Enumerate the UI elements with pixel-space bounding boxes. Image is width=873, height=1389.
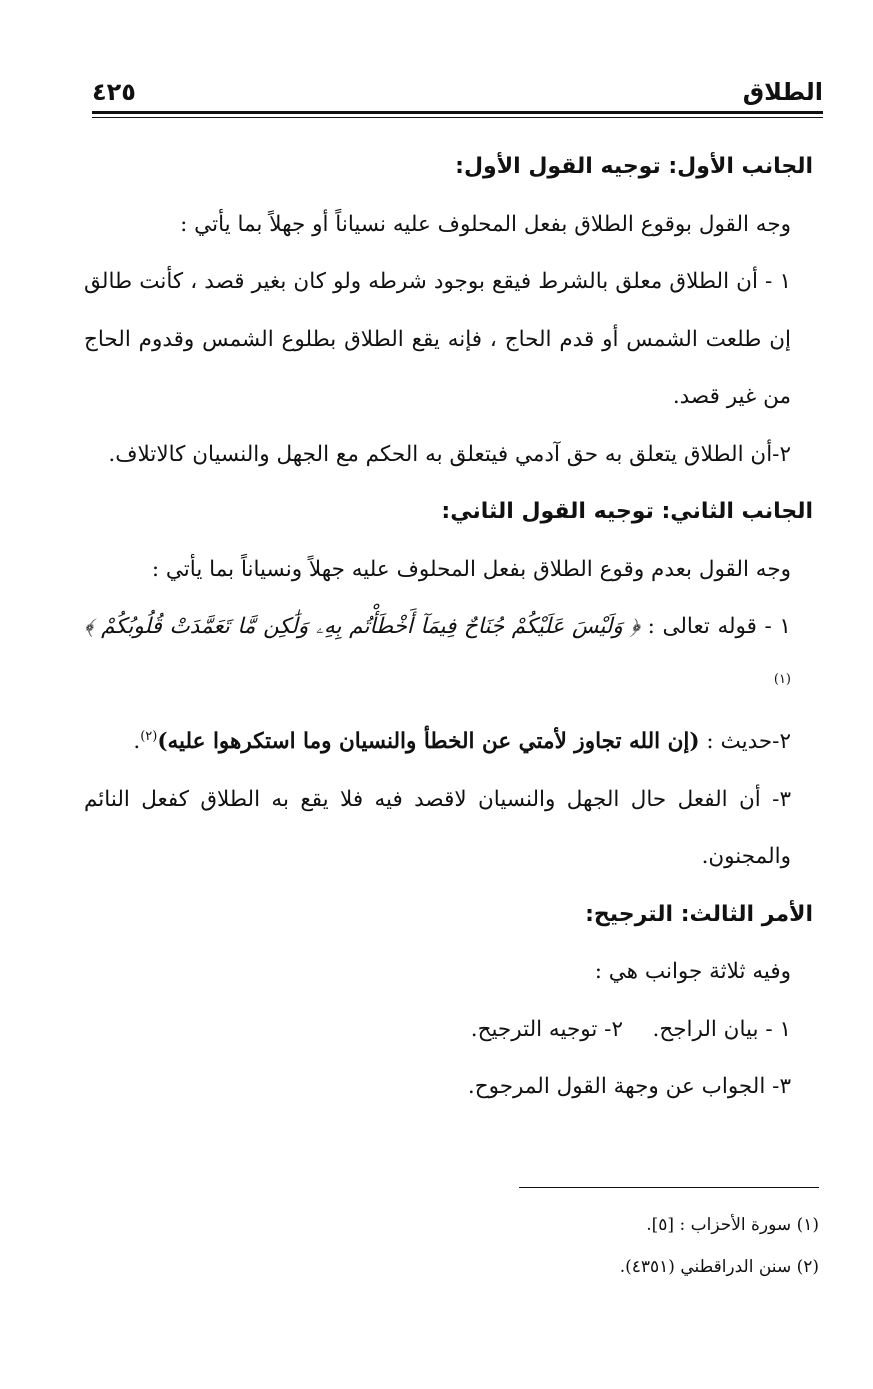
footnote-2: (٢) سنن الدراقطني (٤٣٥١). [619, 1257, 819, 1277]
header-rule-thick [92, 111, 823, 114]
page-header [92, 66, 823, 118]
running-title: الطلاق [742, 78, 823, 106]
paragraph-intro-first: وجه القول بوقوع الطلاق بفعل المحلوف عليه نسياناً أو جهلاً بما يأتي : [180, 211, 791, 237]
point-2-2-end: . [133, 729, 141, 754]
hadith-text: (إن الله تجاوز لأمتي عن الخطأ والنسيان وما استكرهوا عليه) [157, 729, 700, 754]
paragraph-point-2-3: ٣- أن الفعل حال الجهل والنسيان لاقصد فيه فلا يقع به الطلاق كفعل النائم والمجنون. [84, 786, 791, 869]
paragraph-point-1-1: ١ - أن الطلاق معلق بالشرط فيقع بوجود شرطه ولو كان بغير قصد ، كأنت طالق إن طلعت الشمس أو قدم الحاج ، فإنه يقع الطلاق بطلوع الشمس وقدوم الحاج من غير قصد. [84, 269, 791, 409]
point-2-1-prefix: ١ - قوله تعالى : [647, 614, 791, 639]
list-item-3-2: ٢- توجيه الترجيح. [470, 1016, 623, 1042]
point-2-2-prefix: ٢-حديث : [706, 729, 791, 754]
section-heading-weighting: الأمر الثالث: الترجيح: [585, 901, 813, 927]
paragraph-point-2-1 [84, 598, 813, 713]
footnote-separator [519, 1187, 819, 1188]
main-text [84, 138, 813, 1116]
page-number: ٤٢٥ [92, 78, 136, 106]
section-heading-first-aspect: الجانب الأول: توجيه القول الأول: [455, 154, 813, 179]
header-rule-thin [92, 117, 823, 118]
footnotes [84, 1204, 819, 1288]
paragraph-intro-third: وفيه ثلاثة جوانب هي : [594, 959, 791, 984]
list-item-3-1: ١ - بيان الراجح. [652, 1016, 791, 1042]
paragraph-point-2-2 [84, 713, 813, 771]
footnote-ref-1: (١) [773, 671, 791, 687]
quran-verse: ﴿ وَلَيْسَ عَلَيْكُمْ جُنَاحٌ فِيمَآ أَخْطَأْتُم بِهِۦ وَلَٰكِن مَّا تَعَمَّدَتْ قُلُوبُكُمْ ﴾ [84, 614, 640, 639]
list-item-3-3: ٣- الجواب عن وجهة القول المرجوح. [467, 1074, 791, 1099]
list-row [84, 1001, 813, 1059]
section-heading-second-aspect: الجانب الثاني: توجيه القول الثاني: [441, 499, 813, 524]
paragraph-point-1-2: ٢-أن الطلاق يتعلق به حق آدمي فيتعلق به الحكم مع الجهل والنسيان كالاتلاف. [108, 441, 791, 467]
footnote-1: (١) سورة الأحزاب : [٥]. [646, 1215, 819, 1235]
paragraph-intro-second: وجه القول بعدم وقوع الطلاق بفعل المحلوف عليه جهلاً ونسياناً بما يأتي : [151, 556, 791, 582]
footnote-ref-2: (٢) [140, 728, 158, 744]
